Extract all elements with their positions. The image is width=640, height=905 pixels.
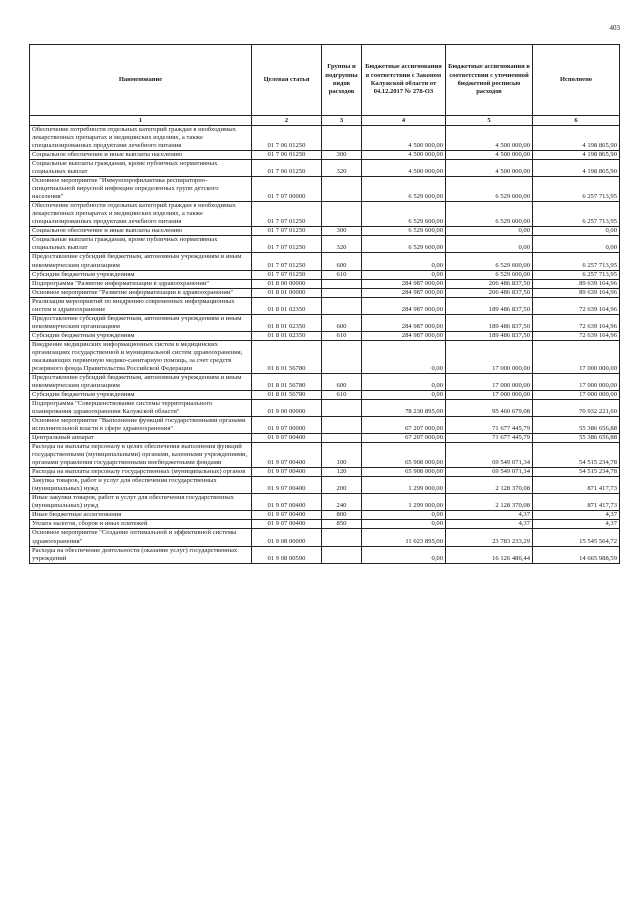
row-expense-group: 200 [322,477,362,494]
row-name: Обеспечение потребности отдельных категорий граждан в необходимых лекарственных препаратах и медицинских изделиях, а также специализированных продуктами лечебного питания [30,126,252,151]
row-name: Основное мероприятие "Иммунопрофилактика респираторно-синцитиальной вирусной инфекции определенных групп детского населения" [30,177,252,202]
table-row [30,340,620,373]
row-executed-amount: 4 198 865,90 [533,126,620,151]
table-row [30,400,620,417]
table-row [30,126,620,151]
table-row [30,151,620,160]
row-name: Центральный аппарат [30,434,252,443]
row-name: Основное мероприятие "Развитие информатизации в здравоохранении" [30,288,252,297]
row-name: Подпрограмма "Развитие информатизации в здравоохранении" [30,279,252,288]
row-target-article: 01 8 01 56780 [252,340,322,373]
header-target-article: Целевая статья [252,45,322,116]
row-executed-amount: 17 000 000,00 [533,390,620,399]
row-law-amount: 78 230 895,00 [362,400,446,417]
table-row [30,520,620,529]
table-row [30,529,620,546]
row-executed-amount: 15 545 564,72 [533,529,620,546]
row-expense-group [322,297,362,314]
header-row [30,45,620,116]
row-executed-amount: 6 257 713,95 [533,270,620,279]
row-target-article: 01 7 07 01250 [252,227,322,236]
row-refined-amount: 4 500 000,00 [446,151,533,160]
row-law-amount: 0,00 [362,270,446,279]
table-row [30,253,620,270]
row-law-amount: 284 987 000,00 [362,279,446,288]
row-name: Социальное обеспечение и иные выплаты населению [30,151,252,160]
row-refined-amount: 206 486 837,50 [446,288,533,297]
row-law-amount: 1 299 000,00 [362,477,446,494]
row-target-article: 01 9 07 00400 [252,520,322,529]
row-refined-amount: 17 000 000,00 [446,340,533,373]
row-refined-amount: 16 126 486,44 [446,546,533,563]
table-row [30,331,620,340]
row-expense-group [322,434,362,443]
row-law-amount: 67 207 000,00 [362,417,446,434]
budget-table [29,44,620,564]
row-target-article: 01 7 06 01250 [252,126,322,151]
column-numbers-row [30,116,620,126]
row-refined-amount: 6 529 600,00 [446,270,533,279]
row-law-amount: 0,00 [362,390,446,399]
row-target-article: 01 7 06 01250 [252,160,322,177]
row-expense-group: 610 [322,270,362,279]
row-refined-amount: 0,00 [446,236,533,253]
page-number: 403 [609,24,620,32]
row-target-article: 01 7 07 01250 [252,236,322,253]
row-refined-amount: 71 677 445,79 [446,417,533,434]
row-expense-group [322,177,362,202]
row-law-amount: 0,00 [362,340,446,373]
row-target-article: 01 8 01 02350 [252,314,322,331]
row-target-article: 01 7 07 01250 [252,270,322,279]
row-name: Внедрение медицинских информационных систем в медицинских организациях государственной и муниципальной систем здравоохранения, оказывающих первичную медико-санитарную помощь, за счет средств резервного фонда Правительства Российской Федерации [30,340,252,373]
table-row [30,270,620,279]
row-law-amount: 284 987 000,00 [362,331,446,340]
row-name: Предоставление субсидий бюджетным, автономным учреждениям и иным некоммерческим организациям [30,253,252,270]
row-law-amount: 6 529 600,00 [362,236,446,253]
table-row [30,546,620,563]
row-expense-group [322,529,362,546]
table-row [30,314,620,331]
row-law-amount: 284 987 000,00 [362,314,446,331]
row-target-article: 01 8 01 00000 [252,288,322,297]
table-row [30,202,620,227]
row-name: Основное мероприятие "Выполнение функций государственными органами исполнительной власти в сфере здравоохранения" [30,417,252,434]
header-refined-allocations: Бюджетные ассигнования в соответствии с уточненной бюджетной росписью расходов [446,45,533,116]
row-executed-amount: 4,37 [533,520,620,529]
row-target-article: 01 9 07 00400 [252,511,322,520]
row-law-amount: 284 987 000,00 [362,297,446,314]
row-target-article: 01 8 01 02350 [252,297,322,314]
table-row [30,443,620,468]
row-target-article: 01 9 00 00000 [252,400,322,417]
row-executed-amount: 4 198 865,90 [533,151,620,160]
row-refined-amount: 23 783 233,29 [446,529,533,546]
column-number: 3 [322,116,362,126]
row-name: Предоставление субсидий бюджетным, автономным учреждениям и иным некоммерческим организациям [30,373,252,390]
row-target-article: 01 9 07 00400 [252,434,322,443]
column-number: 6 [533,116,620,126]
row-executed-amount: 55 386 656,88 [533,434,620,443]
column-number: 1 [30,116,252,126]
row-law-amount: 6 529 600,00 [362,227,446,236]
row-executed-amount: 72 639 164,96 [533,331,620,340]
row-executed-amount: 72 639 164,96 [533,314,620,331]
row-law-amount: 0,00 [362,511,446,520]
row-executed-amount: 55 386 656,88 [533,417,620,434]
row-expense-group [322,288,362,297]
row-name: Основное мероприятие "Создание оптимальной и эффективной системы здравоохранения" [30,529,252,546]
row-target-article: 01 8 01 56780 [252,390,322,399]
row-expense-group [322,400,362,417]
row-executed-amount: 0,00 [533,236,620,253]
row-refined-amount: 4 500 000,00 [446,126,533,151]
row-executed-amount: 6 257 713,95 [533,177,620,202]
row-target-article: 01 9 07 00400 [252,468,322,477]
column-number: 5 [446,116,533,126]
row-refined-amount: 2 128 370,08 [446,494,533,511]
row-target-article: 01 7 07 01250 [252,202,322,227]
row-name: Субсидии бюджетным учреждениям [30,331,252,340]
row-law-amount: 0,00 [362,520,446,529]
row-refined-amount: 17 000 000,00 [446,373,533,390]
row-refined-amount: 189 486 837,50 [446,331,533,340]
row-expense-group [322,340,362,373]
row-executed-amount: 54 515 234,78 [533,468,620,477]
row-name: Обеспечение потребности отдельных категорий граждан в необходимых лекарственных препаратах и медицинских изделиях, а также специализированных продуктами лечебного питания [30,202,252,227]
row-target-article: 01 7 07 01250 [252,253,322,270]
row-target-article: 01 9 08 00590 [252,546,322,563]
row-name: Расходы на выплаты персоналу государственных (муниципальных) органов [30,468,252,477]
row-law-amount: 6 529 600,00 [362,177,446,202]
table-row [30,468,620,477]
row-executed-amount: 871 417,73 [533,477,620,494]
row-law-amount: 4 500 000,00 [362,151,446,160]
row-executed-amount: 54 515 234,78 [533,443,620,468]
row-expense-group: 120 [322,468,362,477]
row-refined-amount: 17 000 000,00 [446,390,533,399]
table-row [30,297,620,314]
table-row [30,288,620,297]
row-expense-group: 240 [322,494,362,511]
row-executed-amount: 14 665 988,59 [533,546,620,563]
row-name: Социальное обеспечение и иные выплаты населению [30,227,252,236]
row-name: Расходы на обеспечение деятельности (оказание услуг) государственных учреждений [30,546,252,563]
row-refined-amount: 6 529 600,00 [446,177,533,202]
row-law-amount: 284 987 000,00 [362,288,446,297]
row-expense-group [322,126,362,151]
row-refined-amount: 189 486 837,50 [446,314,533,331]
header-name: Наименование [30,45,252,116]
table-row [30,373,620,390]
row-law-amount: 4 500 000,00 [362,126,446,151]
header-executed: Исполнено [533,45,620,116]
row-expense-group [322,202,362,227]
row-executed-amount: 871 417,73 [533,494,620,511]
row-expense-group: 610 [322,331,362,340]
header-law-allocations: Бюджетные ассигнования в соответствии с Законом Калужской области от 04.12.2017 № 278-ОЗ [362,45,446,116]
row-name: Субсидии бюджетным учреждениям [30,270,252,279]
row-refined-amount: 0,00 [446,227,533,236]
row-executed-amount: 17 000 000,00 [533,340,620,373]
row-name: Социальные выплаты гражданам, кроме публичных нормативных социальных выплат [30,160,252,177]
row-expense-group: 100 [322,443,362,468]
row-target-article: 01 7 06 01250 [252,151,322,160]
table-row [30,494,620,511]
column-number: 2 [252,116,322,126]
row-expense-group: 300 [322,227,362,236]
row-refined-amount: 6 529 600,00 [446,202,533,227]
row-refined-amount: 69 549 071,34 [446,443,533,468]
row-law-amount: 6 529 600,00 [362,202,446,227]
table-row [30,279,620,288]
row-target-article: 01 8 01 02350 [252,331,322,340]
header-expense-groups: Группы и подгруппы видов расходов [322,45,362,116]
row-name: Социальные выплаты гражданам, кроме публичных нормативных социальных выплат [30,236,252,253]
row-law-amount: 0,00 [362,253,446,270]
row-refined-amount: 6 529 600,00 [446,253,533,270]
row-name: Иные бюджетные ассигнования [30,511,252,520]
row-target-article: 01 8 00 00000 [252,279,322,288]
row-refined-amount: 206 486 837,50 [446,279,533,288]
row-law-amount: 67 207 000,00 [362,434,446,443]
row-executed-amount: 89 639 164,96 [533,279,620,288]
row-refined-amount: 71 677 445,79 [446,434,533,443]
row-expense-group: 850 [322,520,362,529]
row-executed-amount: 89 639 164,96 [533,288,620,297]
row-refined-amount: 4 500 000,00 [446,160,533,177]
row-executed-amount: 6 257 713,95 [533,253,620,270]
row-expense-group: 300 [322,151,362,160]
column-number: 4 [362,116,446,126]
row-refined-amount: 4,37 [446,511,533,520]
row-expense-group: 610 [322,390,362,399]
row-expense-group: 600 [322,253,362,270]
row-name: Реализация мероприятий по внедрению современных информационных систем в здравоохранение [30,297,252,314]
row-law-amount: 1 299 000,00 [362,494,446,511]
row-law-amount: 4 500 000,00 [362,160,446,177]
row-expense-group [322,546,362,563]
row-refined-amount: 4,37 [446,520,533,529]
row-name: Предоставление субсидий бюджетным, автономным учреждениям и иным некоммерческим организациям [30,314,252,331]
row-name: Подпрограмма "Совершенствование системы территориального планирования здравоохранения Калужской области" [30,400,252,417]
row-expense-group: 320 [322,236,362,253]
row-expense-group: 800 [322,511,362,520]
row-law-amount: 0,00 [362,546,446,563]
table-row [30,390,620,399]
row-name: Закупка товаров, работ и услуг для обеспечения государственных (муниципальных) нужд [30,477,252,494]
row-expense-group: 320 [322,160,362,177]
row-expense-group [322,417,362,434]
row-target-article: 01 9 07 00400 [252,477,322,494]
row-target-article: 01 9 07 00400 [252,494,322,511]
row-name: Уплата налогов, сборов и иных платежей [30,520,252,529]
row-refined-amount: 2 128 370,08 [446,477,533,494]
row-refined-amount: 189 486 837,50 [446,297,533,314]
row-executed-amount: 4,37 [533,511,620,520]
row-law-amount: 0,00 [362,373,446,390]
row-executed-amount: 17 000 000,00 [533,373,620,390]
row-executed-amount: 70 932 221,60 [533,400,620,417]
row-target-article: 01 9 07 00000 [252,417,322,434]
row-law-amount: 65 908 000,00 [362,443,446,468]
row-name: Расходы на выплаты персоналу в целях обеспечения выполнения функций государственными (муниципальными) органами, казенными учреждениями, органами управления государственными внебюджетными фондами [30,443,252,468]
row-expense-group [322,279,362,288]
table-row [30,511,620,520]
row-expense-group: 600 [322,373,362,390]
row-executed-amount: 72 639 164,96 [533,297,620,314]
row-expense-group: 600 [322,314,362,331]
row-executed-amount: 4 198 865,90 [533,160,620,177]
table-row [30,236,620,253]
table-row [30,177,620,202]
table-row [30,477,620,494]
row-target-article: 01 8 01 56780 [252,373,322,390]
table-row [30,434,620,443]
row-target-article: 01 9 07 00400 [252,443,322,468]
row-refined-amount: 95 460 679,08 [446,400,533,417]
table-row [30,417,620,434]
row-name: Субсидии бюджетным учреждениям [30,390,252,399]
row-executed-amount: 6 257 713,95 [533,202,620,227]
row-executed-amount: 0,00 [533,227,620,236]
row-law-amount: 65 908 000,00 [362,468,446,477]
table-row [30,227,620,236]
row-refined-amount: 69 549 071,34 [446,468,533,477]
row-target-article: 01 7 07 00000 [252,177,322,202]
row-name: Иные закупки товаров, работ и услуг для обеспечения государственных (муниципальных) нужд [30,494,252,511]
row-target-article: 01 9 08 00000 [252,529,322,546]
row-law-amount: 11 023 895,00 [362,529,446,546]
table-row [30,160,620,177]
